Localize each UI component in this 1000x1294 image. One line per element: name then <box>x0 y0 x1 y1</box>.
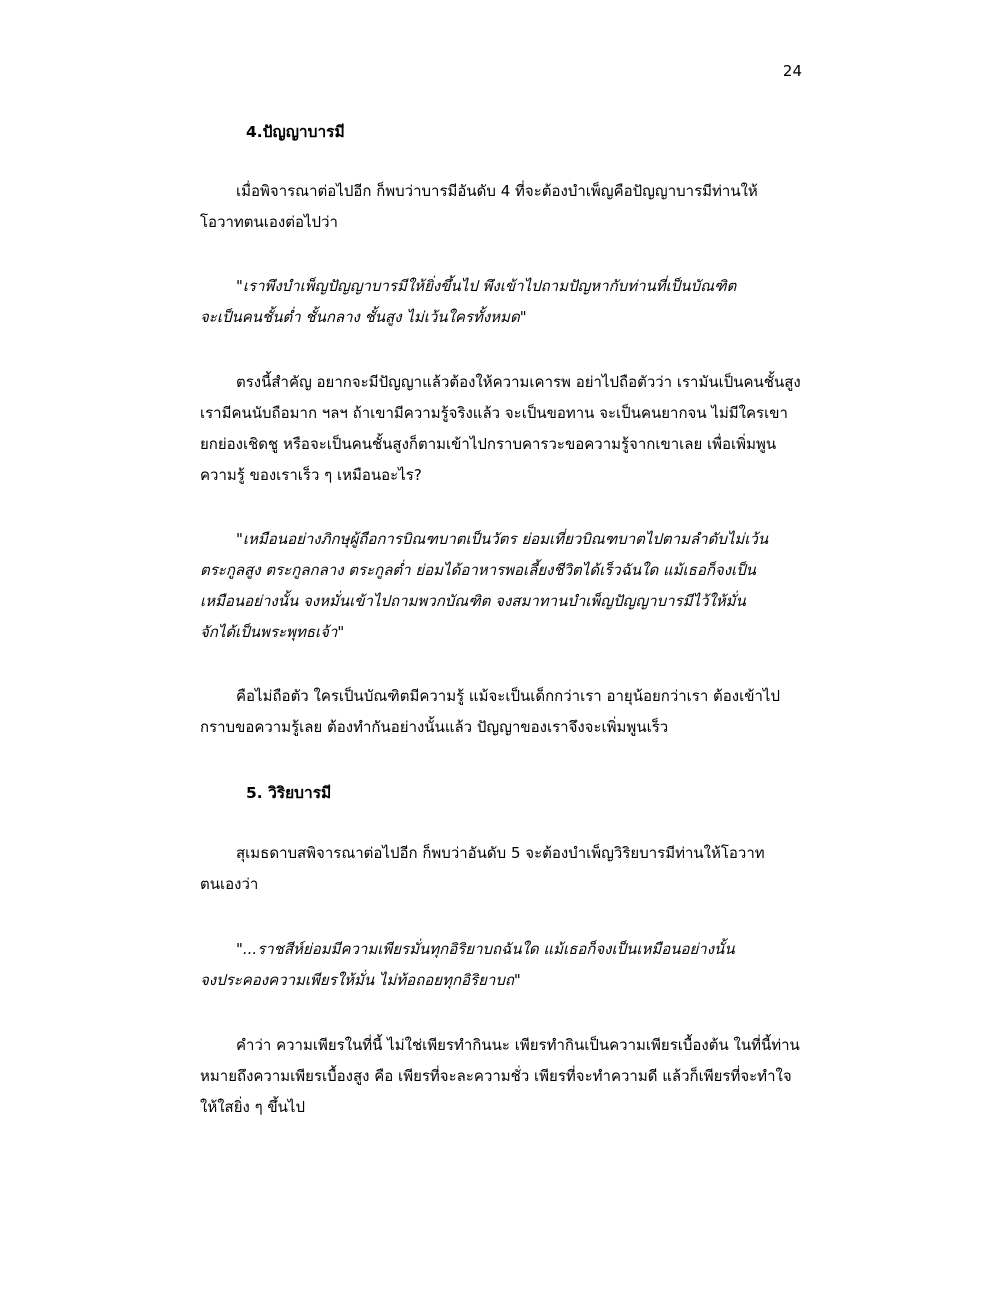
quote <box>200 934 810 996</box>
quote-line: จงประคองความเพียรให้มั่น ไม่ท้อถอยทุกอิริยาบถ" <box>200 971 521 989</box>
text-line: เรามีคนนับถือมาก ฯลฯ ถ้าเขามีความรู้จริงแล้ว จะเป็นขอทาน จะเป็นคนยากจน ไม่มีใครเขา <box>200 404 788 422</box>
text-line: ตนเองว่า <box>200 875 259 893</box>
quote-line: "เราพึงบำเพ็ญปัญญาบารมีให้ยิ่งขึ้นไป พึงเข้าไปถามปัญหากับท่านที่เป็นบัณฑิต <box>236 277 737 295</box>
text-line: คำว่า ความเพียรในที่นี้ ไม่ใช่เพียรทำกินนะ เพียรทำกินเป็นความเพียรเบื้องต้น ในที่นี้ท่าน <box>236 1036 800 1054</box>
section-heading-panna: 4.ปัญญาบารมี <box>246 123 345 141</box>
quote-line: "...ราชสีห์ย่อมมีความเพียรมั่นทุกอิริยาบถฉันใด แม้เธอก็จงเป็นเหมือนอย่างนั้น <box>236 940 735 958</box>
text-line: คือไม่ถือตัว ใครเป็นบัณฑิตมีความรู้ แม้จะเป็นเด็กกว่าเรา อายุน้อยกว่าเรา ต้องเข้าไป <box>236 687 780 705</box>
quote-line: จะเป็นคนชั้นต่ำ ชั้นกลาง ชั้นสูง ไม่เว้นใครทั้งหมด" <box>200 308 527 326</box>
quote-line: จักได้เป็นพระพุทธเจ้า" <box>200 623 345 641</box>
text-line: โอวาทตนเองต่อไปว่า <box>200 213 338 231</box>
paragraph <box>200 367 810 491</box>
text-line: เมื่อพิจารณาต่อไปอีก ก็พบว่าบารมีอันดับ 4 ที่จะต้องบำเพ็ญคือปัญญาบารมีท่านให้ <box>236 182 758 200</box>
quote-line: เหมือนอย่างนั้น จงหมั่นเข้าไปถามพวกบัณฑิต จงสมาทานบำเพ็ญปัญญาบารมีไว้ให้มั่น <box>200 592 746 610</box>
quote <box>200 271 810 333</box>
page-number: 24 <box>782 62 802 80</box>
section-heading-viriya: 5. วิริยบารมี <box>246 784 332 802</box>
paragraph <box>200 1030 810 1123</box>
paragraph <box>200 681 810 743</box>
text-line: ความรู้ ของเราเร็ว ๆ เหมือนอะไร? <box>200 466 422 484</box>
quote-line: ตระกูลสูง ตระกูลกลาง ตระกูลต่ำ ย่อมได้อาหารพอเลี้ยงชีวิตได้เร็วฉันใด แม้เธอก็จงเป็น <box>200 561 756 579</box>
quote <box>200 524 810 648</box>
paragraph <box>200 838 810 900</box>
text-line: กราบขอความรู้เลย ต้องทำกันอย่างนั้นแล้ว ปัญญาของเราจึงจะเพิ่มพูนเร็ว <box>200 718 669 736</box>
text-line: ให้ใสยิ่ง ๆ ขึ้นไป <box>200 1098 305 1116</box>
text-line: ยกย่องเชิดชู หรือจะเป็นคนชั้นสูงก็ตามเข้าไปกราบคารวะขอความรู้จากเขาเลย เพื่อเพิ่มพูน <box>200 435 777 453</box>
text-line: หมายถึงความเพียรเบื้องสูง คือ เพียรที่จะละความชั่ว เพียรที่จะทำความดี แล้วก็เพียรที่จะทำใจ <box>200 1067 792 1085</box>
text-line: สุเมธดาบสพิจารณาต่อไปอีก ก็พบว่าอันดับ 5 จะต้องบำเพ็ญวิริยบารมีท่านให้โอวาท <box>236 844 765 862</box>
quote-line: "เหมือนอย่างภิกษุผู้ถือการบิณฑบาตเป็นวัตร ย่อมเที่ยวบิณฑบาตไปตามลำดับไม่เว้น <box>236 530 769 548</box>
text-line: ตรงนี้สำคัญ อยากจะมีปัญญาแล้วต้องให้ความเคารพ อย่าไปถือตัวว่า เรามันเป็นคนชั้นสูง <box>236 373 801 391</box>
paragraph <box>200 176 810 238</box>
